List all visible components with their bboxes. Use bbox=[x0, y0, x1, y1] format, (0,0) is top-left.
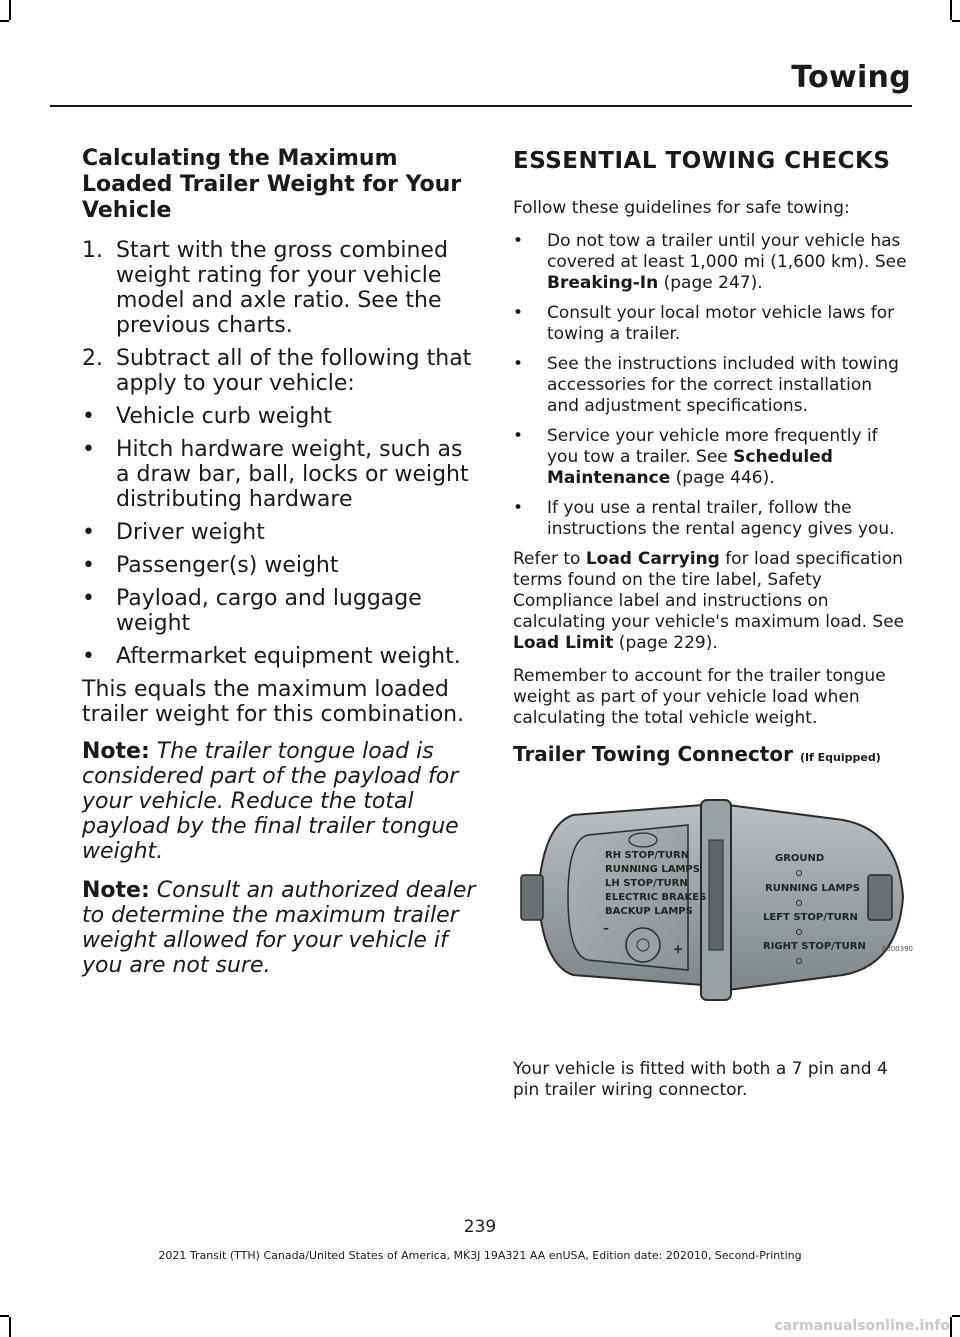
list-item bbox=[513, 303, 909, 345]
figure-caption: Your vehicle is fitted with both a 7 pin and 4 pin trailer wiring connector. bbox=[513, 1059, 888, 1100]
bullet-marker: • bbox=[82, 437, 95, 462]
connector-title: Trailer Towing Connector bbox=[513, 742, 793, 766]
crop-mark bbox=[9, 0, 11, 20]
load-paragraph bbox=[513, 549, 909, 654]
bullet-text: (page 247). bbox=[658, 273, 763, 293]
connector-pin-label: LH STOP/TURN bbox=[605, 878, 688, 889]
crop-mark bbox=[950, 1317, 952, 1337]
connector-pin-label: RIGHT STOP/TURN bbox=[763, 941, 866, 952]
header-rule bbox=[50, 105, 912, 107]
para-text: for load specification terms found on the tire label, Safety Compliance label and instructions on calculating your vehicle's maximum load. See bbox=[513, 549, 905, 632]
summary-paragraph: This equals the maximum loaded trailer weight for this combination. bbox=[82, 677, 465, 727]
connector-pin-label: ELECTRIC BRAKES bbox=[605, 892, 707, 903]
bullet-marker: • bbox=[82, 586, 95, 611]
bullet-marker: • bbox=[82, 553, 95, 578]
equipped-label: (If Equipped) bbox=[799, 751, 881, 764]
connector-pin-label: LEFT STOP/TURN bbox=[763, 912, 858, 923]
list-item bbox=[82, 586, 478, 636]
bullet-text: Driver weight bbox=[116, 520, 265, 545]
bullet-marker: • bbox=[513, 354, 524, 374]
bullet-text: Passenger(s) weight bbox=[116, 553, 339, 578]
step-text: Subtract all of the following that apply to your vehicle: bbox=[116, 346, 472, 396]
plus-symbol: + bbox=[673, 942, 684, 956]
bullet-text: Service your vehicle more frequently if you tow a trailer. See bbox=[547, 426, 878, 467]
step-list bbox=[82, 238, 478, 396]
bullet-marker: • bbox=[82, 404, 95, 429]
trailer-connector-illustration bbox=[513, 785, 913, 1025]
cross-reference-link[interactable]: Scheduled Maintenance bbox=[547, 447, 833, 488]
bullet-text: Do not tow a trailer until your vehicle has covered at least 1,000 mi (1,600 km). See bbox=[547, 231, 907, 272]
list-item bbox=[82, 553, 478, 578]
cross-reference-link[interactable]: Load Limit bbox=[513, 633, 614, 653]
bullet-text: Vehicle curb weight bbox=[116, 404, 332, 429]
step-number: 2. bbox=[82, 346, 103, 371]
note bbox=[82, 739, 478, 864]
watermark: carmanualsonline.info bbox=[774, 1318, 950, 1334]
right-column bbox=[513, 146, 913, 1113]
tongue-paragraph: Remember to account for the trailer tongue weight as part of your vehicle load when calculating the total vehicle weight. bbox=[513, 666, 886, 728]
bullet-marker: • bbox=[82, 520, 95, 545]
intro-paragraph: Follow these guidelines for safe towing: bbox=[513, 198, 850, 218]
bullet-list bbox=[82, 404, 478, 669]
note-text: The trailer tongue load is considered part of the payload for your vehicle. Reduce the total payload by the final trailer tongue weight. bbox=[82, 739, 459, 864]
bullet-text: If you use a rental trailer, follow the instructions the rental agency gives you. bbox=[547, 498, 895, 539]
crop-mark bbox=[952, 20, 960, 22]
list-item bbox=[82, 644, 478, 669]
note bbox=[82, 878, 478, 978]
connector-pin-label: RH STOP/TURN bbox=[605, 850, 690, 861]
list-item bbox=[513, 354, 909, 417]
bullet-text: Aftermarket equipment weight. bbox=[116, 644, 461, 669]
bullet-marker: • bbox=[513, 498, 524, 518]
bullet-marker: • bbox=[82, 644, 95, 669]
step-text: Start with the gross combined weight rating for your vehicle model and axle ratio. See the previous charts. bbox=[116, 238, 448, 338]
connector-pin-label: GROUND bbox=[775, 853, 825, 864]
figure-code: E300390 bbox=[881, 945, 913, 953]
crop-mark bbox=[9, 1317, 11, 1337]
note-text: Consult an authorized dealer to determine the maximum trailer weight allowed for your vehicle if you are not sure. bbox=[82, 878, 476, 978]
crop-mark bbox=[0, 20, 9, 22]
list-item bbox=[82, 520, 478, 545]
note-label: Note: bbox=[82, 739, 150, 764]
left-column bbox=[82, 146, 478, 992]
bullet-text: See the instructions included with towing accessories for the correct installation and adjustment specifications. bbox=[547, 354, 899, 416]
bullet-list bbox=[513, 231, 909, 540]
bullet-marker: • bbox=[513, 231, 524, 251]
crop-mark bbox=[950, 0, 952, 20]
footer-text: 2021 Transit (TTH) Canada/United States of America, MK3J 19A321 AA enUSA, Edition date: 202010, Second-Printing bbox=[158, 1249, 802, 1262]
note-label: Note: bbox=[82, 878, 150, 903]
crop-mark bbox=[952, 1315, 960, 1317]
section-heading: Calculating the Maximum Loaded Trailer Weight for Your Vehicle bbox=[82, 146, 462, 223]
bullet-marker: • bbox=[513, 426, 524, 446]
list-item bbox=[82, 346, 478, 396]
connector-pin-label: BACKUP LAMPS bbox=[605, 906, 693, 917]
section-heading: ESSENTIAL TOWING CHECKS bbox=[513, 148, 891, 174]
cross-reference-link[interactable]: Load Carrying bbox=[585, 549, 720, 569]
bullet-text: Payload, cargo and luggage weight bbox=[116, 586, 422, 636]
connector-pin-label: RUNNING LAMPS bbox=[605, 864, 700, 875]
list-item bbox=[82, 437, 478, 512]
crop-mark bbox=[0, 1315, 9, 1317]
section-title: Towing bbox=[791, 60, 911, 95]
trailer-connector-figure bbox=[513, 785, 913, 1025]
list-item bbox=[82, 404, 478, 429]
para-text: Refer to bbox=[513, 549, 586, 569]
para-text: (page 229). bbox=[613, 633, 718, 653]
list-item bbox=[82, 238, 478, 338]
list-item bbox=[513, 426, 909, 489]
bullet-text: (page 446). bbox=[670, 468, 775, 488]
connector-heading bbox=[513, 741, 909, 771]
bullet-marker: • bbox=[513, 303, 524, 323]
bullet-text: Consult your local motor vehicle laws for towing a trailer. bbox=[547, 303, 895, 344]
connector-pin-label: RUNNING LAMPS bbox=[765, 883, 860, 894]
step-number: 1. bbox=[82, 238, 103, 263]
cross-reference-link[interactable]: Breaking-In bbox=[547, 273, 659, 293]
minus-symbol: – bbox=[603, 921, 609, 935]
list-item bbox=[513, 231, 909, 294]
bullet-text: Hitch hardware weight, such as a draw bar, ball, locks or weight distributing hardware bbox=[116, 437, 469, 512]
list-item bbox=[513, 498, 909, 540]
page-number: 239 bbox=[463, 1217, 497, 1237]
